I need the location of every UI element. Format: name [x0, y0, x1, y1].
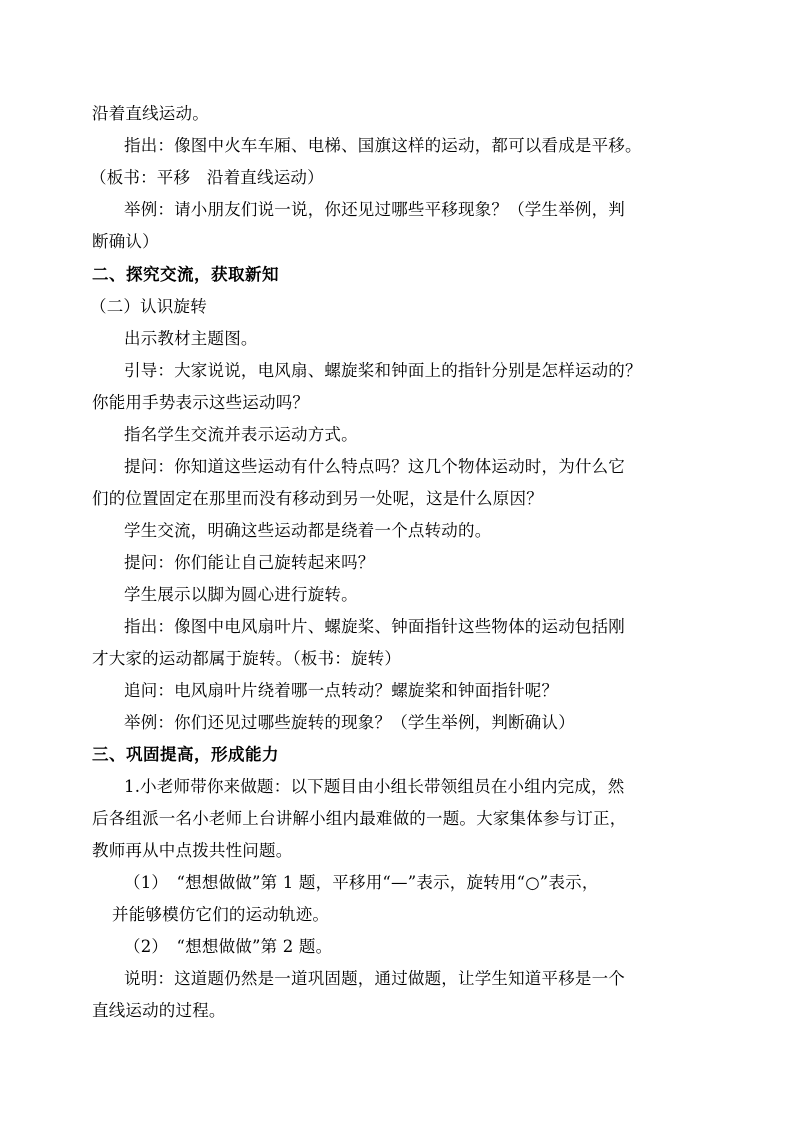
text-line: 指名学生交流并表示运动方式。: [124, 425, 358, 444]
text-line: 指出：像图中电风扇叶片、螺旋桨、钟面指针这些物体的运动包括刚: [124, 617, 625, 636]
text-line: 指出：像图中火车车厢、电梯、国旗这样的运动，都可以看成是平移。: [124, 136, 642, 155]
text-line: 追问：电风扇叶片绕着哪一点转动？螺旋桨和钟面指针呢？: [124, 681, 559, 700]
text-line: 举例：请小朋友们说一说，你还见过哪些平移现象？（学生举例，判: [124, 200, 625, 219]
text-line: 直线运动的过程。: [92, 1001, 226, 1020]
text-line: 举例：你们还见过哪些旋转的现象？（学生举例，判断确认）: [124, 713, 575, 732]
text-line: 出示教材主题图。: [124, 329, 258, 348]
text-line: 并能够模仿它们的运动轨迹。: [112, 905, 330, 924]
text-line: 才大家的运动都属于旋转。（板书：旋转）: [92, 649, 402, 668]
text-line: 学生展示以脚为圆心进行旋转。: [124, 585, 358, 604]
text-line: （1） “想想做做”第 1 题，平移用“—”表示，旋转用“○”表示，: [124, 873, 599, 892]
text-line: 教师再从中点拨共性问题。: [92, 841, 293, 860]
text-line: 引导：大家说说，电风扇、螺旋桨和钟面上的指针分别是怎样运动的？: [124, 361, 642, 380]
text-line: 断确认）: [92, 232, 159, 251]
text-line: 沿着直线运动。: [92, 104, 209, 123]
text-line: 们的位置固定在那里而没有移动到另一处呢，这是什么原因？: [92, 489, 543, 508]
text-line: 提问：你知道这些运动有什么特点吗？这几个物体运动时，为什么它: [124, 457, 625, 476]
text-line: 说明：这道题仍然是一道巩固题，通过做题，让学生知道平移是一个: [124, 969, 625, 988]
section-heading: 二、探究交流，获取新知: [92, 265, 279, 284]
text-line: 1.小老师带你来做题：以下题目由小组长带领组员在小组内完成，然: [124, 777, 625, 796]
text-line: 提问：你们能让自己旋转起来吗？: [124, 553, 375, 572]
text-line: （板书：平移 沿着直线运动）: [90, 168, 324, 187]
text-line: 后各组派一名小老师上台讲解小组内最难做的一题。大家集体参与订正，: [92, 809, 627, 828]
text-line: （2） “想想做做”第 2 题。: [124, 937, 333, 956]
section-heading: 三、巩固提高，形成能力: [92, 745, 279, 764]
text-line: 你能用手势表示这些运动吗？: [92, 393, 310, 412]
subsection-heading: （二）认识旋转: [90, 297, 207, 316]
text-line: 学生交流，明确这些运动都是绕着一个点转动的。: [124, 521, 492, 540]
